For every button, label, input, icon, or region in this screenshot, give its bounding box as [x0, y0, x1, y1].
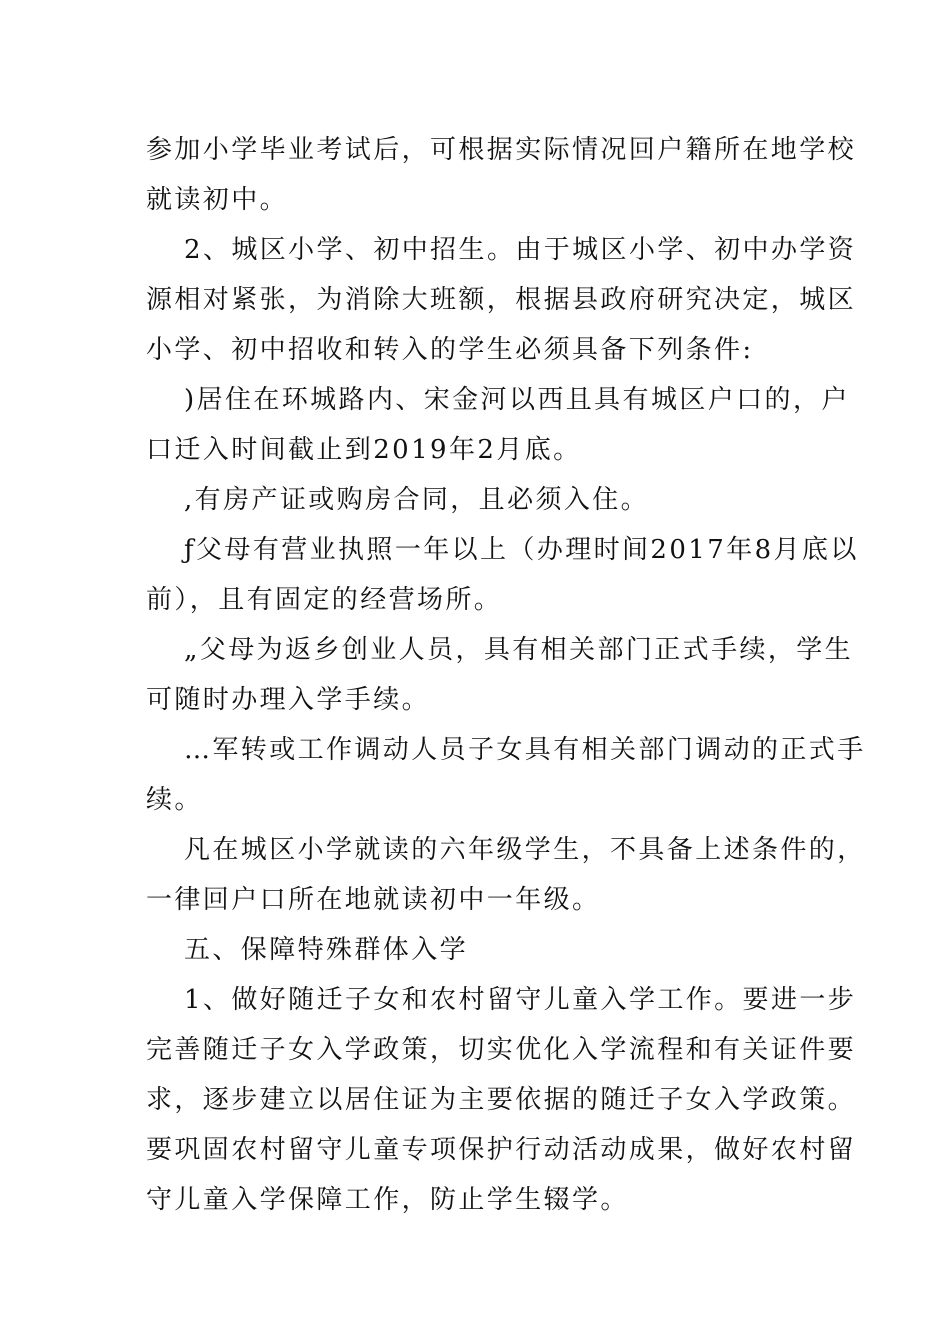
text-line: 1、做好随迁子女和农村留守儿童入学工作。要进一步	[184, 985, 857, 1015]
text-line: ,有房产证或购房合同，且必须入住。	[184, 485, 650, 515]
text-line: 前），且有固定的经营场所。	[146, 585, 503, 615]
text-line: 求，逐步建立以居住证为主要依据的随迁子女入学政策。	[146, 1085, 857, 1115]
text-line: )居住在环城路内、宋金河以西且具有城区户口的，户	[184, 385, 850, 415]
text-line: 续。	[146, 785, 203, 815]
text-line: 2、城区小学、初中招生。由于城区小学、初中办学资	[184, 235, 857, 265]
text-line: 一律回户口所在地就读初中一年级。	[146, 885, 601, 915]
text-line: 口迁入时间截止到2019年2月底。	[146, 435, 582, 465]
section-heading: 五、保障特殊群体入学	[184, 935, 469, 965]
text-line: „父母为返乡创业人员，具有相关部门正式手续，学生	[184, 635, 854, 665]
text-line: 凡在城区小学就读的六年级学生，不具备上述条件的，	[184, 835, 866, 865]
text-line: 小学、初中招收和转入的学生必须具备下列条件:	[146, 335, 754, 365]
text-line: …军转或工作调动人员子女具有相关部门调动的正式手	[184, 735, 866, 765]
text-line: 守儿童入学保障工作，防止学生辍学。	[146, 1185, 629, 1215]
text-line: ƒ父母有营业执照一年以上（办理时间2017年8月底以	[184, 535, 859, 565]
text-line: 可随时办理入学手续。	[146, 685, 431, 715]
text-line: 源相对紧张，为消除大班额，根据县政府研究决定，城区	[146, 285, 857, 315]
text-line: 要巩固农村留守儿童专项保护行动活动成果，做好农村留	[146, 1135, 857, 1165]
text-line: 完善随迁子女入学政策，切实优化入学流程和有关证件要	[146, 1035, 857, 1065]
text-line: 参加小学毕业考试后，可根据实际情况回户籍所在地学校	[146, 135, 857, 165]
text-line: 就读初中。	[146, 185, 289, 215]
